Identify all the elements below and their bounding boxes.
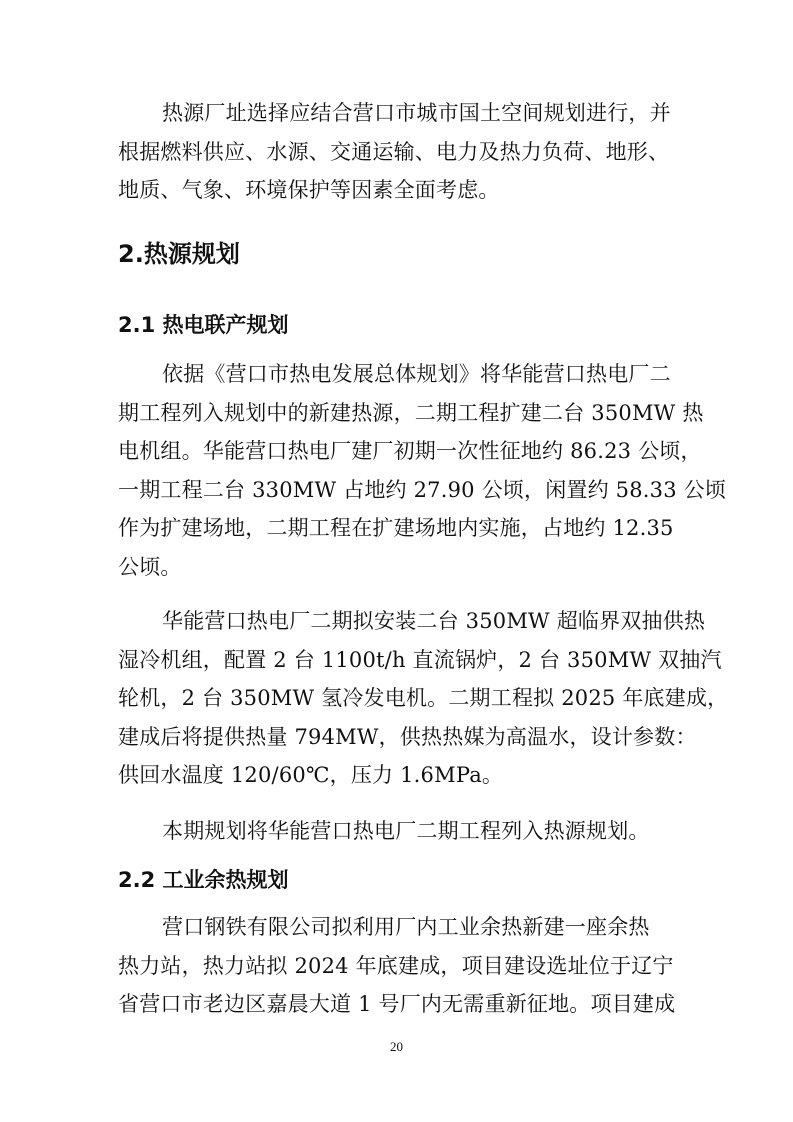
page-number: 20: [390, 1039, 403, 1054]
text-line: 作为扩建场地，二期工程在扩建场地内实施，占地约 12.35: [118, 516, 674, 541]
text-line: 轮机，2 台 350MW 氢冷发电机。二期工程拟 2025 年底建成，: [118, 686, 729, 711]
section-heading-2-2: 2.2 工业余热规划: [118, 868, 289, 892]
text-line: 热力站，热力站拟 2024 年底建成，项目建设选址位于辽宁: [118, 953, 674, 978]
text-line: 热源厂址选择应结合营口市城市国土空间规划进行，并: [162, 101, 671, 125]
text-line: 地质、气象、环境保护等因素全面考虑。: [118, 178, 500, 203]
paragraph-2-1-a: [118, 355, 727, 587]
text-line: 一期工程二台 330MW 占地约 27.90 公顷，闲置约 58.33 公顷: [118, 477, 727, 502]
text-line: 湿冷机组，配置 2 台 1100t/h 直流锅炉，2 台 350MW 双抽汽: [118, 647, 722, 672]
text-line: 公顷。: [118, 554, 182, 579]
paragraph-2-2-a: [118, 908, 678, 1024]
text-line: 供回水温度 120/60℃，压力 1.6MPa。: [118, 763, 504, 788]
section-heading-2-1: 2.1 热电联产规划: [118, 313, 289, 337]
text-line: 本期规划将华能营口热电厂二期工程列入热源规划。: [162, 819, 650, 843]
text-line: 华能营口热电厂二期拟安装二台 350MW 超临界双抽供热: [162, 609, 706, 633]
text-line: 依据《营口市热电发展总体规划》将华能营口热电厂二: [162, 362, 671, 386]
paragraph-2-1-b: [118, 602, 729, 795]
text-line: 建成后将提供热量 794MW，供热热媒为高温水，设计参数：: [118, 724, 697, 749]
section-heading-2: 2.热源规划: [118, 240, 240, 268]
text-line: 期工程列入规划中的新建热源，二期工程扩建二台 350MW 热: [118, 400, 704, 425]
text-line: 营口钢铁有限公司拟利用厂内工业余热新建一座余热: [162, 915, 650, 939]
paragraph-2-1-c: [118, 812, 678, 851]
text-line: 电机组。华能营口热电厂建厂初期一次性征地约 86.23 公顷，: [118, 439, 702, 464]
intro-paragraph: [118, 94, 678, 210]
text-line: 省营口市老边区嘉晨大道 1 号厂内无需重新征地。项目建成: [118, 992, 676, 1017]
text-line: 根据燃料供应、水源、交通运输、电力及热力负荷、地形、: [118, 139, 670, 164]
